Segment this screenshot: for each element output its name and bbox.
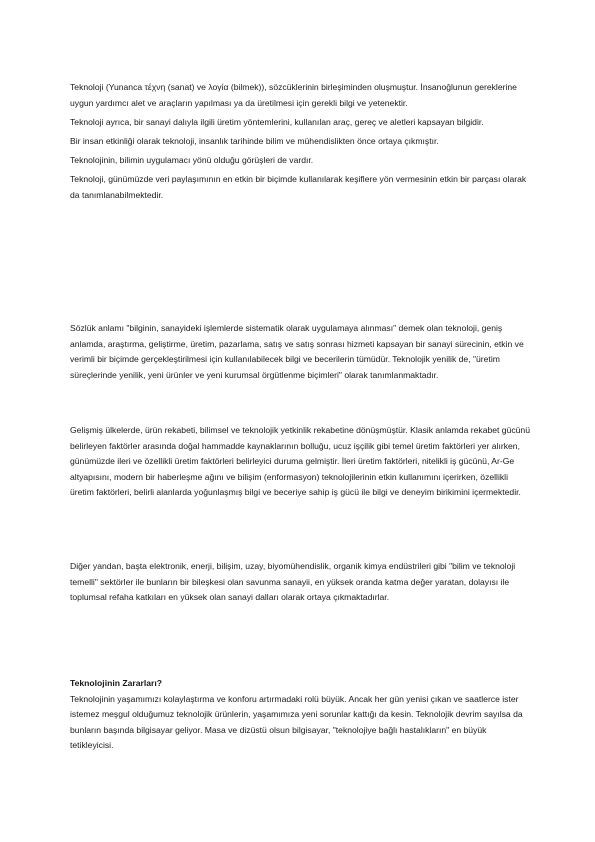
harms-paragraph: Teknolojinin yaşamımızı kolaylaştırma ve konforu artırmadaki rolü büyük. Ancak her gün yenisi çıkan ve saatlerce ister istemez meşgul olduğumuz teknolojik ürünlerin, yaşamımıza yeni sorunlar kattığı da kesin. Teknolojik devrim sayılsa da bunların başında bilgisayar geliyor. Masa ve dizüstü olsun bilgisayar, "teknolojiye bağlı hastalıkların" en büyük tetikleyicisi. (70, 693, 523, 751)
definition-section (70, 321, 532, 383)
intro-section (70, 80, 532, 203)
intro-paragraph-5: Teknoloji, günümüzde veri paylaşımının en etkin bir biçimde kullanılarak keşiflere yön vermesinin etkin bir parçası olarak da tanımlanabilmektedir. (70, 173, 527, 200)
intro-paragraph-4: Teknolojinin, bilimin uygulamacı yönü olduğu görüşleri de vardır. (70, 154, 314, 165)
harms-section (70, 676, 532, 754)
competition-paragraph: Gelişmiş ülkelerde, ürün rekabeti, bilimsel ve teknolojik yetkinlik rekabetine dönüşmüştür. Klasik anlamda rekabet gücünü belirleyen faktörler arasında doğal hammadde kaynaklarının bolluğu, ucuz işçilik gibi temel üretim faktörleri yer alırken, günümüzde ileri ve özellikli üretim faktörleri belirleyici duruma gelmiştir. İleri üretim faktörleri, nitelikli iş gücünü, Ar-Ge altyapısını, modern bir haberleşme ağını ve bilişim (enformasyon) teknolojilerinin etkin kullanımını içerirken, özellikli üretim faktörleri, belirli alanlarda yoğunlaşmış bilgi ve beceriye sahip iş gücü ile bilgi ve deneyim birikimini içermektedir. (70, 425, 530, 498)
intro-paragraph-2: Teknoloji ayrıca, bir sanayi dalıyla ilgili üretim yöntemlerini, kullanılan araç, gereç ve aletleri kapsayan bilgidir. (70, 116, 484, 127)
sectors-section (70, 559, 532, 606)
definition-paragraph: Sözlük anlamı "bilginin, sanayideki işlemlerde sistematik olarak uygulamaya alınması" demek olan teknoloji, geniş anlamda, araştırma, geliştirme, üretim, pazarlama, satış ve satış sonrası hizmeti kapsayan bir sanayi sürecinin, etkin ve verimli bir biçimde gerçekleştirilmesi için kullanılabilecek bilgi ve becerilerin tümüdür. Teknolojik yenilik de, "üretim süreçlerinde yenilik, yeni ürünler ve yeni kurumsal örgütlenme biçimleri" olarak tanımlanmaktadır. (70, 323, 524, 380)
sectors-paragraph: Diğer yandan, başta elektronik, enerji, bilişim, uzay, biyomühendislik, organik kimya endüstrileri gibi "bilim ve teknoloji temelli" sektörler ile bunların bir bileşkesi olan savunma sanayii, en yüksek oranda katma değer yaratan, dolayısı ile toplumsal refaha katkıları en yüksek olan sanayi dalları olarak ortaya çıkmaktadırlar. (70, 561, 516, 603)
intro-paragraph-1: Teknoloji (Yunanca τέχνη (sanat) ve λογία (bilmek)), sözcüklerinin birleşiminden oluşmuştur. İnsanoğlunun gereklerine uygun yardımcı alet ve araçların yapılması ya da üretilmesi için gerekli bilgi ve yetenektir. (70, 82, 517, 108)
intro-paragraph-3: Bir insan etkinliği olarak teknoloji, insanlık tarihinde bilim ve mühendislikten önce ortaya çıkmıştır. (70, 135, 439, 146)
harms-heading: Teknolojinin Zararları? (70, 678, 163, 688)
competition-section (70, 423, 532, 501)
